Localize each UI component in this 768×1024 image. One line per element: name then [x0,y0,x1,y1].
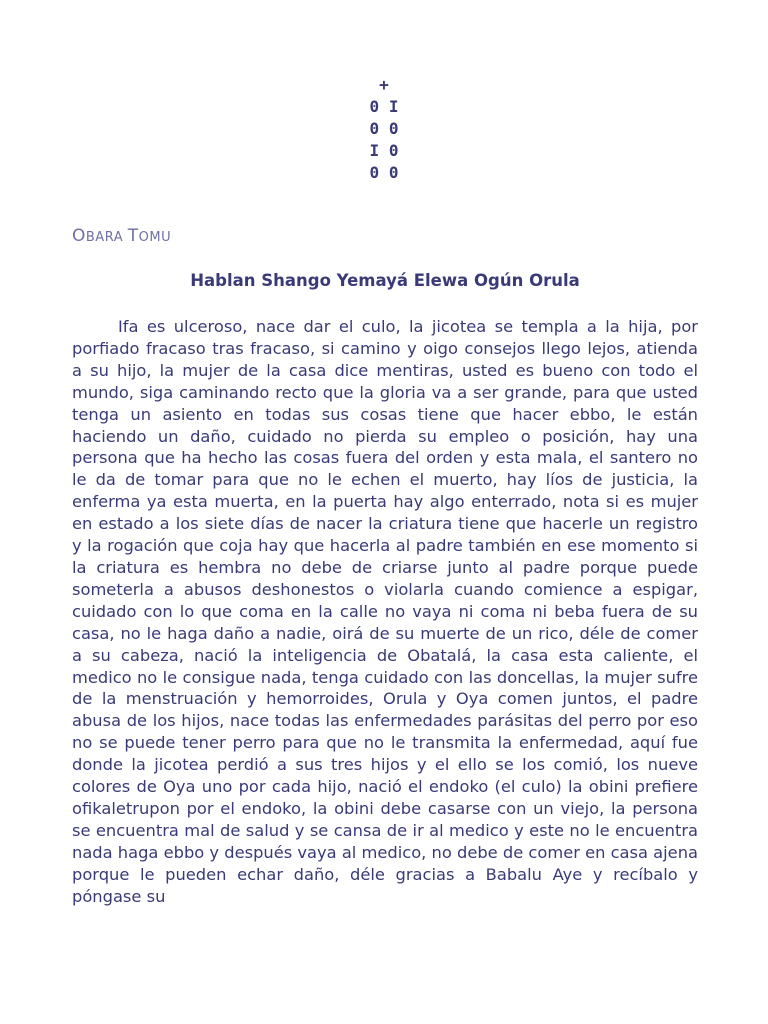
odu-sign-row-3: I 0 [369,141,399,160]
odu-name [72,226,171,246]
odu-sign-row-2: 0 0 [369,119,399,138]
odu-name-first-rest: BARA [85,230,124,245]
odu-sign [0,74,768,184]
section-heading: Hablan Shango Yemayá Elewa Ogún Orula [190,271,580,290]
body-paragraph: Ifa es ulceroso, nace dar el culo, la jicotea se templa a la hija, por porfiado fracaso tras fracaso, si camino y oigo consejos llego lejos, atienda a su hijo, la mujer de la casa dice mentiras, usted es bueno con todo el mundo, siga caminando recto que la gloria va a ser grande, para que usted tenga un asiento en todas sus cosas tiene que hacer ebbo, le están haciendo un daño, cuidado no pierda su empleo o posición, hay una persona que ha hecho las cosas fuera del orden y esta mala, el santero no le da de tomar para que no le echen el muerto, hay líos de justicia, la enferma ya esta muerta, en la puerta hay algo enterrado, nota si es mujer en estado a los siete días de nacer la criatura tiene que hacerle un registro y la rogación que coja hay que hacerla al padre también en ese momento si la criatura es hembra no debe de criarse junto al padre porque puede someterla a abusos deshonestos o violarla cuando comience a espigar, cuidado con lo que coma en la calle no vaya ni coma ni beba fuera de su casa, no le haga daño a nadie, oirá de su muerte de un rico, déle de comer a su cabeza, nació la inteligencia de Obatalá, la casa esta caliente, el medico no le consigue nada, tenga cuidado con las doncellas, la mujer sufre de la menstruación y hemorroides, Orula y Oya comen juntos, el padre abusa de los hijos, nace todas las enfermedades parásitas del perro por eso no se puede tener perro para que no le transmita la enfermedad, aquí fue donde la jicotea perdió a sus tres hijos y el ello se los comió, los nueve colores de Oya uno por cada hijo, nació el endoko (el culo) la obini prefiere ofikaletrupon por el endoko, la obini debe casarse con un viejo, la persona se encuentra mal de salud y se cansa de ir al medico y este no le encuentra nada haga ebbo y después vaya al medico, no debe de comer en casa ajena porque le pueden echar daño, déle gracias a Babalu Aye y recíbalo y póngase su [72,317,698,906]
odu-name-second-rest: OMU [138,230,172,245]
odu-sign-row-1: 0 I [369,97,399,116]
odu-sign-row-4: 0 0 [369,163,399,182]
odu-sign-cross: + [379,75,389,94]
odu-name-first-cap: O [72,226,86,246]
odu-name-second-cap: T [127,226,139,246]
